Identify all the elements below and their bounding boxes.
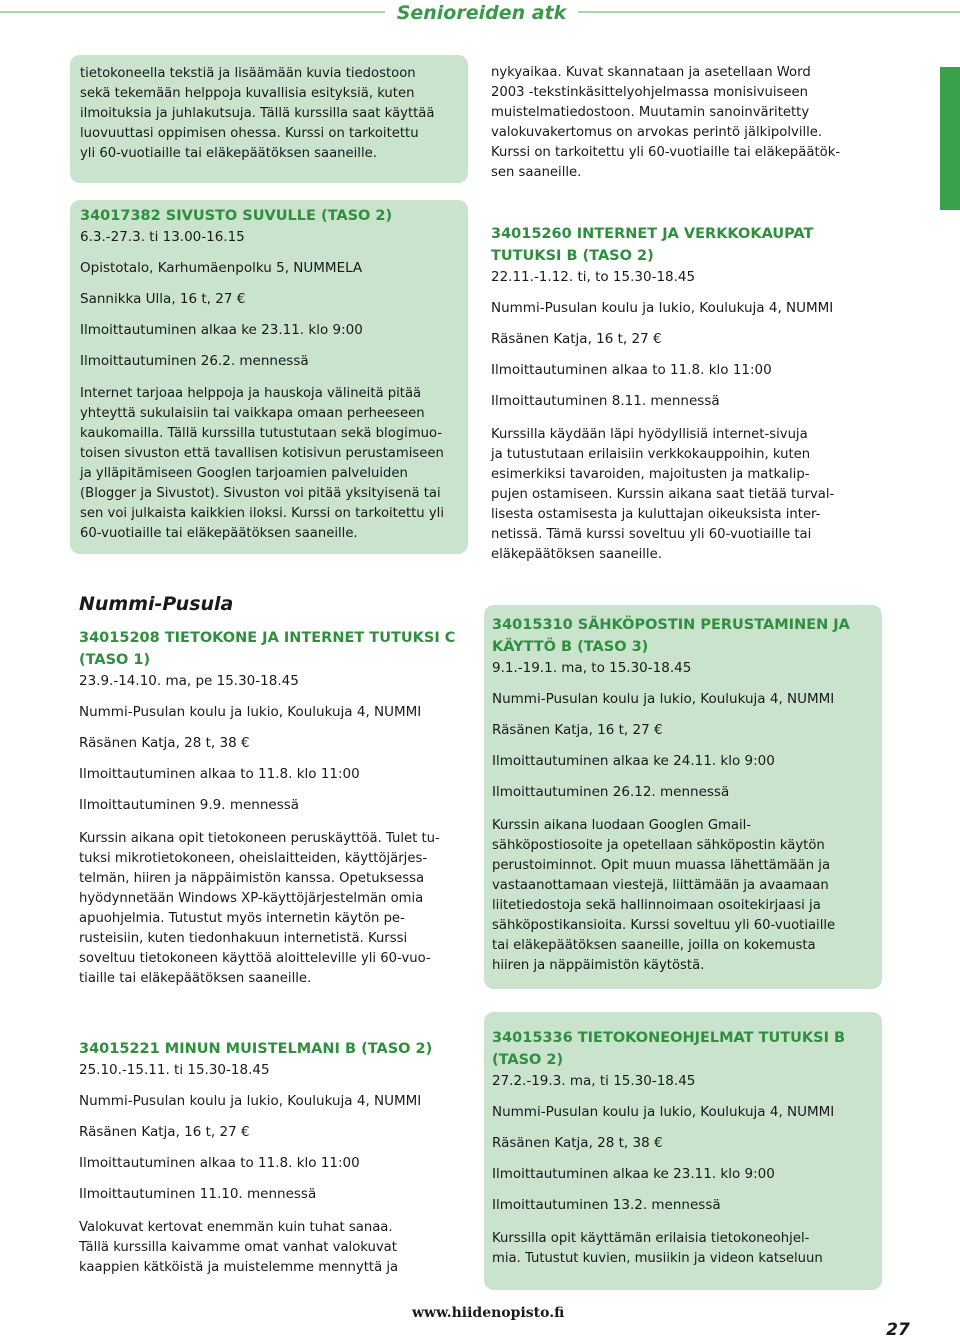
course-registration-end: Ilmoittautuminen 26.2. mennessä: [80, 353, 309, 369]
intro-card: [70, 55, 468, 183]
course-block-tietokone-internet: [79, 627, 467, 989]
course-dates: 22.11.-1.12. ti, to 15.30-18.45: [491, 269, 696, 285]
course-card-sivusto-suvulle: [70, 200, 468, 554]
course-registration-start: Ilmoittautuminen alkaa ke 23.11. klo 9:00: [80, 322, 363, 338]
course-dates: 25.10.-15.11. ti 15.30-18.45: [79, 1062, 270, 1078]
course-title: 34017382 SIVUSTO SUVULLE (TASO 2): [80, 208, 393, 224]
course-title: 34015221 MINUN MUISTELMANI B (TASO 2): [79, 1041, 433, 1057]
course-registration-end: Ilmoittautuminen 13.2. mennessä: [492, 1197, 721, 1213]
course-description: Internet tarjoaa helppoja ja hauskoja välineitä pitää yhteyttä sukulaisiin tai vaikkapa omaan perheeseen kaukomailla. Tällä kurssilla tutustutaan sekä blogimuo- toisen sivuston että tavallisen kotisivun perustamiseen ja ylläpitämiseen Googlen tarjoamien palveluiden (Blogger ja Sivustot). Sivuston voi pitää yksityisenä tai sen voi julkaista kaikkien iloksi. Kurssi on tarkoitettu yli 60-vuotiaille tai eläkepäätöksen saaneille.: [80, 386, 444, 541]
course-teacher: Räsänen Katja, 28 t, 38 €: [79, 735, 250, 751]
course-registration-start: Ilmoittautuminen alkaa to 11.8. klo 11:00: [79, 766, 360, 782]
course-dates: 27.2.-19.3. ma, ti 15.30-18.45: [492, 1073, 696, 1089]
course-dates: 9.1.-19.1. ma, to 15.30-18.45: [492, 660, 692, 676]
course-location: Nummi-Pusulan koulu ja lukio, Koulukuja 4, NUMMI: [79, 1093, 422, 1109]
side-tab-marker: [940, 67, 960, 210]
continued-text: nykyaikaa. Kuvat skannataan ja asetellaan Word 2003 -tekstinkäsittelyohjelmassa monisivuiseen muistelmatiedostoon. Muutamin sanoinväritetty valokuvakertomus on arvokas perintö jälkipolville. Kurssi on tarkoitettu yli 60-vuotiaille tai eläkepäätök- sen saaneille.: [491, 65, 841, 180]
course-description: Kurssilla käydään läpi hyödyllisiä internet-sivuja ja tutustutaan erilaisiin verkkokauppoihin, kuten esimerkiksi tavaroiden, majoitusten ja matkalip- pujen ostamiseen. Kurssin aikana saat tietää turval- lisesta ostamisesta ja kuluttajan oikeuksista inter- netissä. Tämä kurssi soveltuu yli 60-vuotiaille tai eläkepäätöksen saaneille.: [491, 427, 835, 562]
course-registration-start: Ilmoittautuminen alkaa ke 23.11. klo 9:00: [492, 1166, 775, 1182]
course-registration-end: Ilmoittautuminen 11.10. mennessä: [79, 1186, 317, 1202]
course-title: 34015310 SÄHKÖPOSTIN PERUSTAMINEN JA KÄYTTÖ B (TASO 3): [492, 617, 850, 655]
course-block-minun-muistelmani: [79, 1038, 467, 1278]
course-dates: 6.3.-27.3. ti 13.00-16.15: [80, 229, 245, 245]
course-location: Nummi-Pusulan koulu ja lukio, Koulukuja 4, NUMMI: [492, 1104, 835, 1120]
course-teacher: Sannikka Ulla, 16 t, 27 €: [80, 291, 246, 307]
course-description: Valokuvat kertovat enemmän kuin tuhat sanaa. Tällä kurssilla kaivamme omat vanhat valokuvat kaappien kätköistä ja muistelemme mennyttä ja: [79, 1220, 399, 1275]
intro-text: tietokoneella tekstiä ja lisäämään kuvia tiedostoon sekä tekemään helppoja kuvallisia esityksiä, kuten ilmoituksia ja juhlakutsuja. Tällä kurssilla saat käyttää luovuuttasi oppimisen ohessa. Kurssi on tarkoitettu yli 60-vuotiaille tai eläkepäätöksen saaneille.: [80, 66, 435, 161]
course-registration-start: Ilmoittautuminen alkaa ke 24.11. klo 9:00: [492, 753, 775, 769]
course-registration-end: Ilmoittautuminen 9.9. mennessä: [79, 797, 300, 813]
course-dates: 23.9.-14.10. ma, pe 15.30-18.45: [79, 673, 299, 689]
course-location: Nummi-Pusulan koulu ja lukio, Koulukuja 4, NUMMI: [492, 691, 835, 707]
course-teacher: Räsänen Katja, 16 t, 27 €: [492, 722, 663, 738]
course-teacher: Räsänen Katja, 16 t, 27 €: [491, 331, 662, 347]
course-description: Kurssin aikana luodaan Googlen Gmail- sähköpostiosoite ja opetellaan sähköpostin käytön perustoiminnot. Opit muun muassa lähettämään ja vastaanottamaan viestejä, liittämään ja avaamaan liitetiedostoja sekä hallinnoimaan osoitekirjaasi ja sähköpostikansioita. Kurssi soveltuu yli 60-vuotiaille tai eläkepäätöksen saaneille, joilla on kokemusta hiiren ja näppäimistön käytöstä.: [492, 818, 836, 973]
page-number: 27: [886, 1320, 910, 1340]
course-registration-start: Ilmoittautuminen alkaa to 11.8. klo 11:00: [491, 362, 772, 378]
course-registration-end: Ilmoittautuminen 26.12. mennessä: [492, 784, 730, 800]
course-title: 34015208 TIETOKONE JA INTERNET TUTUKSI C (TASO 1): [79, 630, 456, 668]
course-location: Opistotalo, Karhumäenpolku 5, NUMMELA: [80, 260, 363, 276]
course-location: Nummi-Pusulan koulu ja lukio, Koulukuja 4, NUMMI: [79, 704, 422, 720]
course-description: Kurssilla opit käyttämän erilaisia tietokoneohjel- mia. Tutustut kuvien, musiikin ja videon katseluun: [492, 1231, 823, 1266]
course-teacher: Räsänen Katja, 16 t, 27 €: [79, 1124, 250, 1140]
course-location: Nummi-Pusulan koulu ja lukio, Koulukuja 4, NUMMI: [491, 300, 834, 316]
header-rule-left: [0, 11, 385, 13]
course-block-internet-verkkokaupat: [491, 223, 881, 565]
course-registration-end: Ilmoittautuminen 8.11. mennessä: [491, 393, 720, 409]
course-card-tietokoneohjelmat: [484, 1012, 882, 1290]
course-card-sahkoposti: [484, 605, 882, 989]
section-heading: Nummi-Pusula: [79, 593, 234, 615]
course-title: 34015336 TIETOKONEOHJELMAT TUTUKSI B (TASO 2): [492, 1030, 846, 1068]
course-teacher: Räsänen Katja, 28 t, 38 €: [492, 1135, 663, 1151]
header-rule-right: [578, 11, 960, 13]
course-description: Kurssin aikana opit tietokoneen peruskäyttöä. Tulet tu- tuksi mikrotietokoneen, oheislaitteiden, käyttöjärjes- telmän, hiiren ja näppäimistön kanssa. Opetuksessa hyödynnetään Windows XP-käyttöjärjestelmän omia apuohjelmia. Tutustut myös internetin käytön pe- rusteisiin, kuten tiedonhakuun internetistä. Kurssi soveltuu tietokoneen käyttöä aloitteleville yli 60-vuo- tiaille tai eläkepäätöksen saaneille.: [79, 831, 440, 986]
footer-url[interactable]: www.hiidenopisto.fi: [412, 1305, 565, 1321]
course-title: 34015260 INTERNET JA VERKKOKAUPAT TUTUKSI B (TASO 2): [491, 226, 814, 264]
course-registration-start: Ilmoittautuminen alkaa to 11.8. klo 11:00: [79, 1155, 360, 1171]
header-title: Senioreiden atk: [396, 2, 567, 24]
